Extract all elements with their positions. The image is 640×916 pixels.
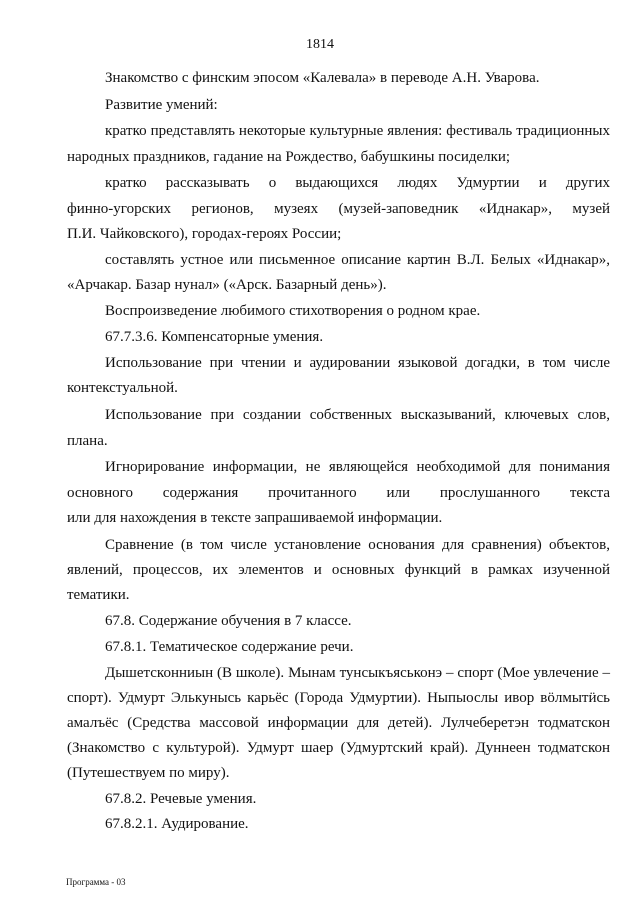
text-line: явлений, процессов, их элементов и основных функций в рамках изученной [67, 562, 610, 578]
text-line: Использование при создании собственных высказываний, ключевых слов, [105, 407, 610, 423]
text-line: составлять устное или письменное описание картин В.Л. Белых «Иднакар», [105, 252, 610, 268]
text-line: Дышетсконниын (В школе). Мынам тунсыкъяськонэ – спорт (Мое увлечение – [105, 665, 610, 681]
text-line: плана. [67, 433, 108, 449]
text-line: Использование при чтении и аудировании языковой догадки, в том числе [105, 355, 610, 371]
footer-label: Программа - 03 [66, 877, 126, 887]
text-line: кратко рассказывать о выдающихся людях Удмуртии и других [105, 175, 610, 191]
text-line: основного содержания прочитанного или прослушанного текста [67, 485, 610, 501]
text-line: тематики. [67, 587, 130, 603]
text-line: Сравнение (в том числе установление основания для сравнения) объектов, [105, 537, 610, 553]
text-line: Игнорирование информации, не являющейся необходимой для понимания [105, 459, 610, 475]
text-line: Знакомство с финским эпосом «Калевала» в переводе А.Н. Уварова. [105, 70, 540, 86]
text-line: кратко представлять некоторые культурные явления: фестиваль традиционных [105, 123, 610, 139]
text-line: 67.8.2.1. Аудирование. [105, 816, 249, 832]
text-line: спорт). Удмурт Элькунысь карьёс (Города Удмуртии). Ныпыослы ивор вöлмытӥсь [67, 690, 610, 706]
text-line: «Арчакар. Базар нунал» («Арск. Базарный день»). [67, 277, 387, 293]
text-line: или для нахождения в тексте запрашиваемой информации. [67, 510, 443, 526]
text-line: 67.8.1. Тематическое содержание речи. [105, 639, 354, 655]
text-line: 67.7.3.6. Компенсаторные умения. [105, 329, 324, 345]
text-line: финно-угорских регионов, музеях (музей-заповедник «Иднакар», музей [67, 201, 610, 217]
text-line: контекстуальной. [67, 380, 178, 396]
text-line: П.И. Чайковского), городах-героях России; [67, 226, 342, 242]
text-line: Развитие умений: [105, 97, 218, 113]
text-line: (Путешествуем по миру). [67, 765, 230, 781]
page-number: 1814 [306, 37, 334, 52]
text-line: народных праздников, гадание на Рождество, бабушкины посиделки; [67, 149, 511, 165]
text-line: 67.8.2. Речевые умения. [105, 791, 257, 807]
text-line: амалъёс (Средства массовой информации для детей). Лулчеберетэн тодматскон [67, 715, 610, 731]
text-line: 67.8. Содержание обучения в 7 классе. [105, 613, 352, 629]
text-line: Воспроизведение любимого стихотворения о родном крае. [105, 303, 481, 319]
text-line: (Знакомство с культурой). Удмурт шаер (Удмуртский край). Дуннеен тодматскон [67, 740, 610, 756]
